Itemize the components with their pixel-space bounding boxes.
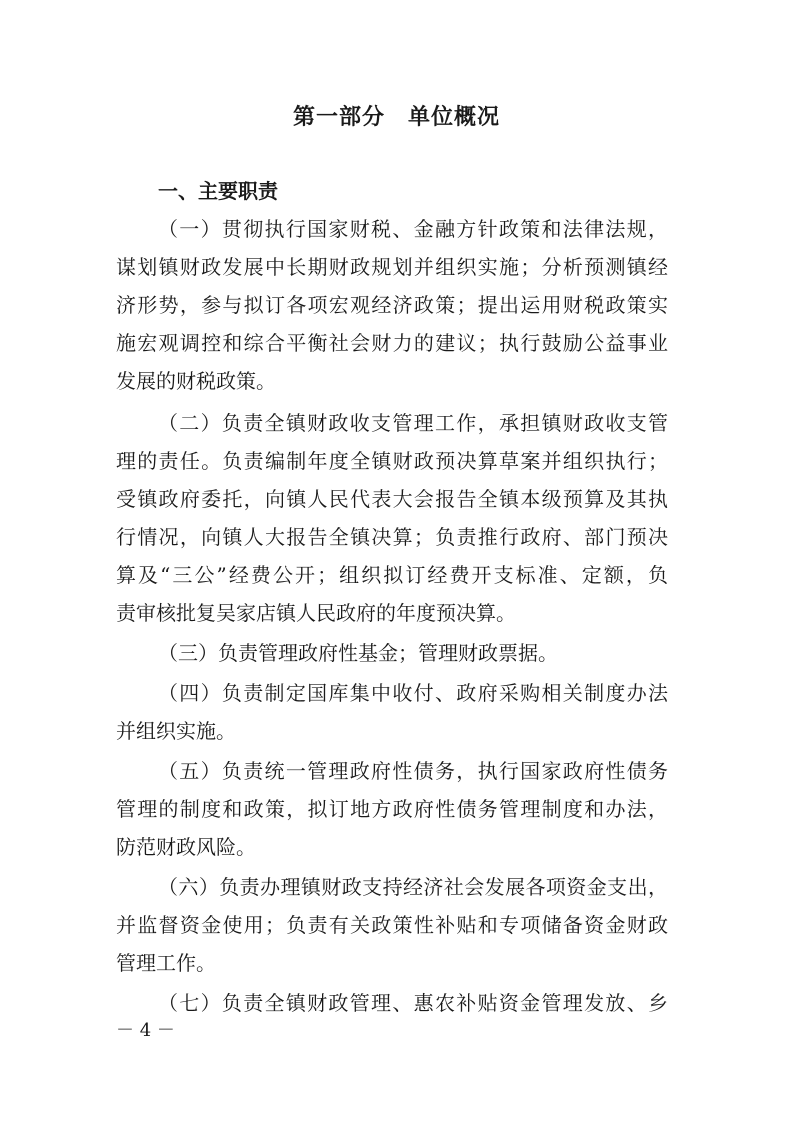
text-line: 施宏观调控和综合平衡社会财力的建议；执行鼓励公益事业 bbox=[116, 331, 668, 355]
text-line: 行情况，向镇人大报告全镇决算；负责推行政府、部门预决 bbox=[116, 525, 668, 549]
text-line: 并组织实施。 bbox=[116, 719, 236, 743]
text-line: （五）负责统一管理政府性债务，执行国家政府性债务 bbox=[158, 759, 668, 783]
text-line: 谋划镇财政发展中长期财政规划并组织实施；分析预测镇经 bbox=[116, 255, 668, 279]
text-line: 理的责任。负责编制年度全镇财政预决算草案并组织执行； bbox=[116, 449, 668, 473]
page-number: － 4 － bbox=[116, 1020, 175, 1041]
text-line: （七）负责全镇财政管理、惠农补贴资金管理发放、乡 bbox=[158, 991, 668, 1015]
text-line: （二）负责全镇财政收支管理工作，承担镇财政收支管 bbox=[158, 411, 668, 435]
text-line: （三）负责管理政府性基金；管理财政票据。 bbox=[158, 641, 558, 665]
text-line: 算及“三公”经费公开；组织拟订经费开支标准、定额，负 bbox=[116, 563, 668, 587]
text-line: （一）贯彻执行国家财税、金融方针政策和法律法规， bbox=[158, 217, 668, 241]
text-line: 受镇政府委托，向镇人民代表大会报告全镇本级预算及其执 bbox=[116, 487, 668, 511]
text-line: 管理工作。 bbox=[116, 951, 216, 975]
text-line: （四）负责制定国库集中收付、政府采购相关制度办法 bbox=[158, 681, 668, 705]
page-title: 第一部分 单位概况 bbox=[292, 105, 500, 130]
text-line: （六）负责办理镇财政支持经济社会发展各项资金支出， bbox=[158, 875, 668, 899]
text-line: 济形势，参与拟订各项宏观经济政策；提出运用财税政策实 bbox=[116, 293, 668, 317]
text-line: 并监督资金使用；负责有关政策性补贴和专项储备资金财政 bbox=[116, 913, 668, 937]
text-line: 管理的制度和政策，拟订地方政府性债务管理制度和办法， bbox=[116, 797, 668, 821]
text-line: 发展的财税政策。 bbox=[116, 369, 276, 393]
section-heading: 一、主要职责 bbox=[158, 179, 278, 203]
text-line: 防范财政风险。 bbox=[116, 835, 256, 859]
text-line: 责审核批复吴家店镇人民政府的年度预决算。 bbox=[116, 601, 516, 625]
